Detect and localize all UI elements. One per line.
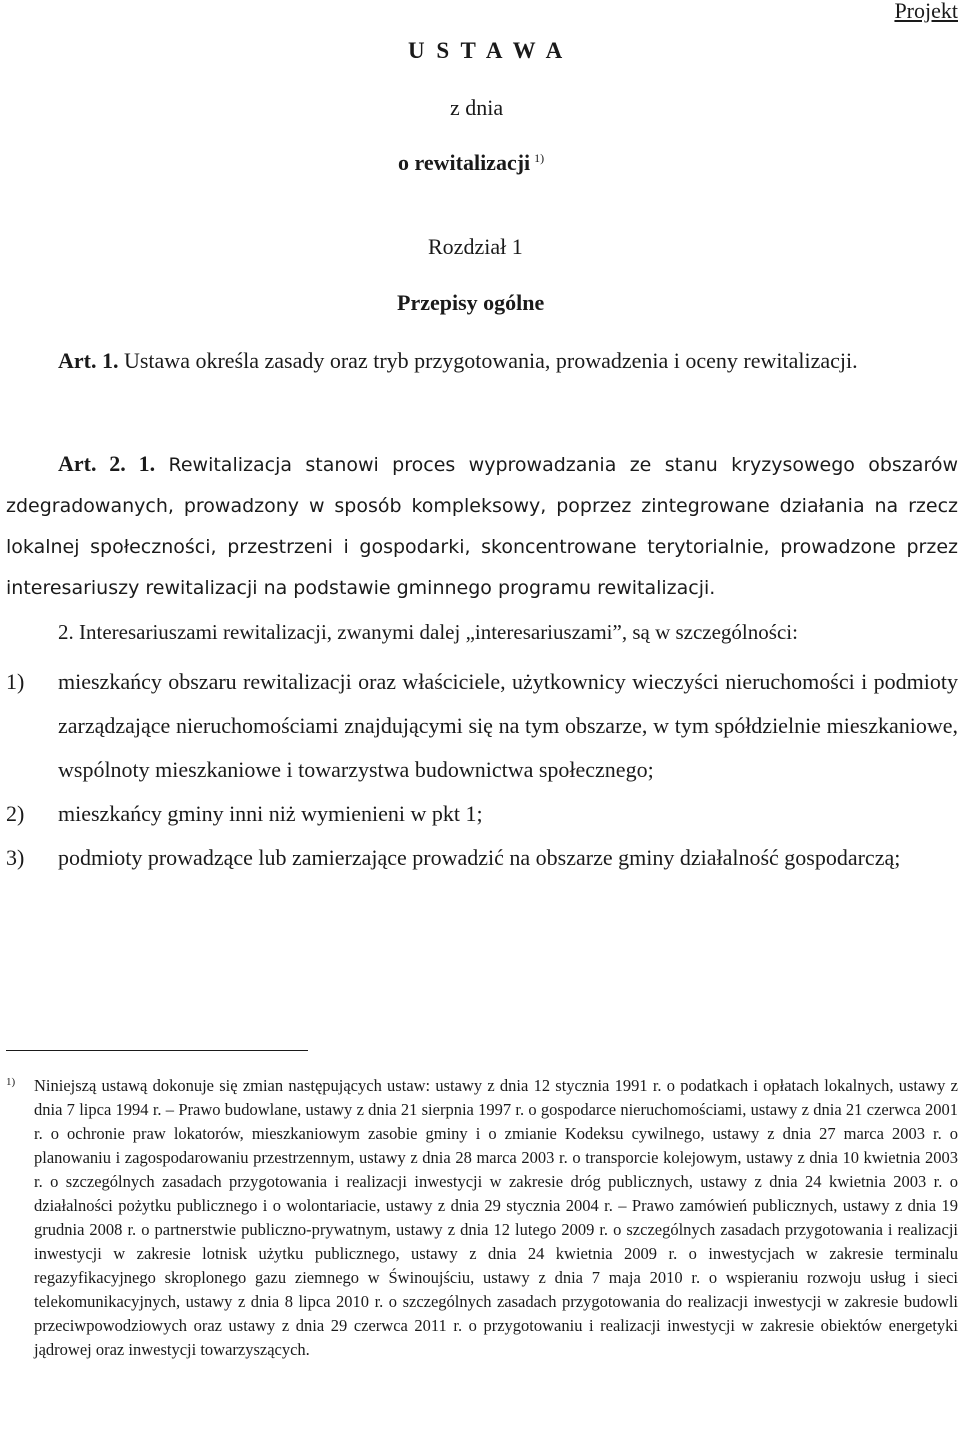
footnote-divider [6, 1050, 308, 1051]
article-1-text: Ustawa określa zasady oraz tryb przygotowania, prowadzenia i oceny rewitalizacji. [123, 348, 858, 373]
article-1-label: Art. 1. [58, 348, 119, 373]
document-title: U S T A W A [408, 38, 566, 63]
subject-text: o rewitalizacji [398, 150, 531, 175]
list-item [6, 792, 958, 836]
footnote-number: 1) [6, 1076, 16, 1088]
list-item-text: podmioty prowadzące lub zamierzające prowadzić na obszarze gminy działalność gospodarczą; [58, 845, 901, 870]
article-2-section-2: 2. Interesariuszami rewitalizacji, zwanymi dalej „interesariuszami”, są w szczególności: [58, 620, 798, 644]
list-item-text: mieszkańcy obszaru rewitalizacji oraz właściciele, użytkownicy wieczyści nieruchomości i podmioty zarządzające nieruchomościami znajdującymi się na tym obszarze, w tym spółdzielnie mieszkaniowe, wspólnoty mieszkaniowe i towarzystwa budownictwa społecznego; [58, 669, 958, 782]
footnote-ref: 1) [534, 150, 545, 165]
chapter-label: Rozdział 1 [428, 234, 523, 259]
stakeholders-list [6, 660, 958, 880]
article-2-section-1-text: Rewitalizacja stanowi proces wyprowadzania ze stanu kryzysowego obszarów zdegradowanych, prowadzony w sposób kompleksowy, poprzez zintegrowane działania na rzecz lokalnej społeczności, przestrzeni i gospodarki, skoncentrowane terytorialnie, prowadzone przez interesariuszy rewitalizacji na podstawie gminnego programu rewitalizacji. [6, 454, 958, 599]
list-item-text: mieszkańcy gminy inni niż wymienieni w pkt 1; [58, 801, 483, 826]
footnote [6, 1074, 958, 1362]
list-item [6, 660, 958, 792]
document-subject [398, 150, 544, 176]
chapter-title: Przepisy ogólne [397, 290, 545, 315]
list-item-number: 2) [6, 801, 25, 826]
article-2 [6, 443, 958, 609]
article-2-label: Art. 2. 1. [58, 451, 156, 476]
list-item-number: 3) [6, 845, 25, 870]
list-item-number: 1) [6, 669, 25, 694]
footnote-text: Niniejszą ustawą dokonuje się zmian następujących ustaw: ustawy z dnia 12 stycznia 1991 r. o podatkach i opłatach lokalnych, ustawy z dnia 7 lipca 1994 r. – Prawo budowlane, ustawy z dnia 21 sierpnia 1997 r. o gospodarce nieruchomościami, ustawy z dnia 21 czerwca 2001 r. o ochronie praw lokatorów, mieszkaniowym zasobie gminy i o zmianie Kodeksu cywilnego, ustawy z dnia 27 marca 2003 r. o planowaniu i zagospodarowaniu przestrzennym, ustawy z dnia 28 marca 2003 r. o transporcie kolejowym, ustawy z dnia 10 kwietnia 2003 r. o szczególnych zasadach przygotowania i realizacji inwestycji w zakresie dróg publicznych, ustawy z dnia 24 kwietnia 2003 r. o działalności pożytku publicznego i o wolontariacie, ustawy z dnia 29 stycznia 2004 r. – Prawo zamówień publicznych, ustawy z dnia 19 grudnia 2008 r. o partnerstwie publiczno-prywatnym, ustawy z dnia 12 lutego 2009 r. o szczególnych zasadach przygotowania i realizacji inwestycji w zakresie lotnisk użytku publicznego, ustawy z dnia 24 kwietnia 2009 r. o inwestycjach w zakresie terminalu regazyfikacyjnego skroplonego gazu ziemnego w Świnoujściu, ustawy z dnia 7 maja 2010 r. o wspieraniu rozwoju usług i sieci telekomunikacyjnych, ustawy z dnia 8 lipca 2010 r. o szczególnych zasadach przygotowania do realizacji inwestycji w zakresie budowli przeciwpowodziowych oraz ustawy z dnia 29 czerwca 2011 r. o przygotowaniu i realizacji inwestycji w zakresie obiektów energetyki jądrowej oraz inwestycji towarzyszących. [34, 1076, 958, 1359]
list-item [6, 836, 958, 880]
article-1 [6, 341, 958, 381]
projekt-label: Projekt [894, 0, 958, 23]
date-line: z dnia [450, 95, 504, 120]
